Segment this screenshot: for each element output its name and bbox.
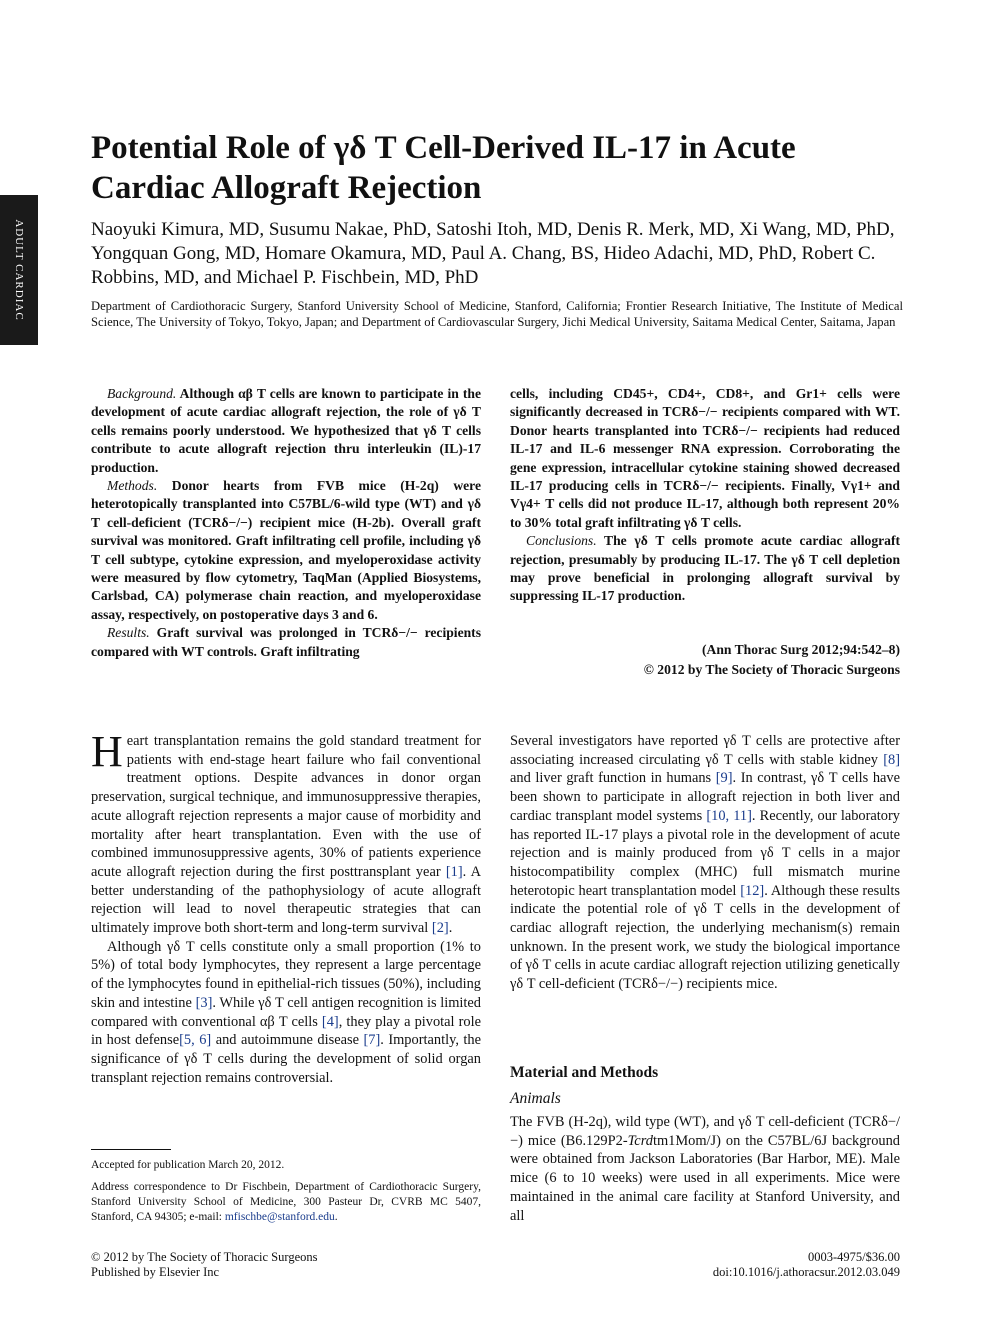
reference-link[interactable]: [9] (715, 770, 733, 787)
abstract-methods: Methods. Donor hearts from FVB mice (H-2q) were heterotopically transplanted into C57BL/6-wild type (WT) and γδ T cell-deficient (TCRδ−/−) recipient mice (H-2b). Overall graft survival was monitored. Graft infiltrating cell profile, including γδ T cell subtype, cytokine expression, and myeloperoxidase activity were measured by flow cytometry, TaqMan (Applied Biosystems, Carlsbad, CA) polymerase chain reaction, and myeloperoxidase assay, respectively, on postoperative days 3 and 6. (91, 478, 481, 622)
article-title: Potential Role of γδ T Cell-Derived IL-17 in Acute Cardiac Allograft Rejection (91, 130, 796, 206)
author-list: Naoyuki Kimura, MD, Susumu Nakae, PhD, Satoshi Itoh, MD, Denis R. Merk, MD, Xi Wang, MD, PhD, Yongquan Gong, MD, Homare Okamura, MD, Paul A. Chang, BS, Hideo Adachi, MD, PhD, Robert C. Robbins, MD, and Michael P. Fischbein, MD, PhD (91, 219, 895, 288)
footer-doi: doi:10.1016/j.athoracsur.2012.03.049 (712, 1265, 900, 1279)
reference-link[interactable]: [10, 11] (706, 807, 752, 824)
journal-citation (510, 640, 900, 680)
footer-publisher: Published by Elsevier Inc (91, 1265, 220, 1279)
copyright-line: © 2012 by The Society of Thoracic Surgeons (643, 662, 900, 677)
reference-link[interactable]: [8] (883, 751, 900, 768)
citation-line: (Ann Thorac Surg 2012;94:542–8) (702, 642, 900, 657)
abstract-results-continued: cells, including CD45+, CD4+, CD8+, and Gr1+ cells were significantly decreased in TCRδ−/− recipients compared with WT. Donor hearts transplanted into TCRδ−/− recipients had reduced IL-17 and IL-6 messenger RNA expression. Corroborating the gene expression, intracellular cytokine staining showed decreased IL-17 producing cells in TCRδ−/− recipients. Finally, Vγ1+ and Vγ4+ T cells did not produce IL-17, although both represent 20% to 30% total graft infiltrating γδ T cells. (510, 386, 900, 530)
affiliations: Department of Cardiothoracic Surgery, Stanford University School of Medicine, Stanford, California; Frontier Research Initiative, The Institute of Medical Science, The University of Tokyo, Tokyo, Japan; and Department of Cardiovascular Surgery, Jichi Medical University, Saitama Medical Center, Saitama, Japan (91, 299, 903, 329)
methods-animals-text (510, 1113, 900, 1225)
animals-paragraph: The FVB (H-2q), wild type (WT), and γδ T cell-deficient (TCRδ−/−) mice (B6.129P2-Tcrdtm1Mom/J) on the C57BL/6J background were obtained from Jackson Laboratories (Bar Harbor, ME). Male mice (6 to 10 weeks) were used in all experiments. Mice were maintained in the animal care facility at Stanford University, and all (510, 1114, 900, 1224)
intro-paragraph-3: Several investigators have reported γδ T cells are protective after associating increased circulating γδ T cells with stable kidney [8] and liver graft function in humans [9]. In contrast, γδ T cells have been shown to participate in allograft rejection in both liver and cardiac transplant model systems [10, 11]. Recently, our laboratory has reported IL-17 plays a pivotal role in the development of acute rejection and is mainly produced from γδ T cells in a major histocompatibility complex (MHC) full mismatch murine heterotopic heart transplantation model [12]. Although these results indicate the potential role of γδ T cells in the development of cardiac allograft rejection, the underlying mechanism(s) remain unknown. In the present work, we study the biological importance of γδ T cells in acute cardiac allograft rejection utilizing genetically γδ T cell-deficient (TCRδ−/−) recipients mice. (510, 733, 900, 993)
footnote-divider (91, 1149, 171, 1150)
footer-issn: 0003-4975/$36.00 (807, 1250, 900, 1264)
intro-right-column (510, 732, 900, 994)
section-tab-label: ADULT CARDIAC (13, 219, 25, 321)
accepted-date: Accepted for publication March 20, 2012. (91, 1159, 285, 1171)
methods-heading: Material and Methods (510, 1064, 659, 1081)
abstract-left-column (91, 385, 481, 661)
drop-cap: H (91, 727, 123, 776)
email-link[interactable]: mfischbe@stanford.edu (224, 1211, 335, 1223)
abstract-right-column (510, 385, 900, 606)
intro-paragraph-1: Heart transplantation remains the gold standard treatment for patients with end-stage heart failure who fail conventional treatment options. Despite advances in donor organ preservation, surgical technique, and immunosuppressive therapies, acute allograft rejection represents a major cause of morbidity and mortality after heart transplantation. Even with the use of combined immunosuppressive agents, 30% of patients experience acute allograft rejection during the first posttransplant year [1]. A better understanding of the pathophysiology of acute allograft rejection will lead to novel therapeutic strategies that can ultimately improve both short-term and long-term survival [2]. (91, 727, 481, 937)
reference-link[interactable]: [4] (321, 1013, 339, 1030)
reference-link[interactable]: [12] (740, 882, 765, 899)
footer-left (91, 1250, 317, 1280)
reference-link[interactable]: [7] (363, 1032, 381, 1049)
section-tab (0, 195, 38, 345)
abstract-background: Background. Although αβ T cells are known to participate in the development of acute cardiac allograft rejection, the role of γδ T cells remains poorly understood. We hypothesized that γδ T cells contribute to acute allograft rejection thru interleukin (IL)-17 production. (91, 386, 481, 475)
reference-link[interactable]: [2] (431, 920, 449, 937)
reference-link[interactable]: [1] (445, 863, 463, 880)
abstract-conclusions: Conclusions. The γδ T cells promote acute cardiac allograft rejection, presumably by producing IL-17. The γδ T cell depletion may prove beneficial in prolonging allograft survival by suppressing IL-17 production. (510, 533, 900, 604)
animals-subheading: Animals (510, 1090, 561, 1107)
footer-copyright: © 2012 by The Society of Thoracic Surgeons (91, 1250, 318, 1264)
reference-link[interactable]: [5, 6] (179, 1032, 212, 1049)
footer-right (713, 1250, 900, 1280)
correspondence-address: Address correspondence to Dr Fischbein, Department of Cardiothoracic Surgery, Stanford University School of Medicine, 300 Pasteur Dr, CVRB MC 5407, Stanford, CA 94305; e-mail: mfischbe@stanford.edu. (91, 1181, 481, 1223)
intro-left-column (91, 727, 482, 1087)
intro-paragraph-2: Although γδ T cells constitute only a small proportion (1% to 5%) of total body lymphocytes, they represent a large percentage of the lymphocytes found in epithelial-rich tissues (50%), including skin and intestine [3]. While γδ T cell antigen recognition is limited compared with conventional αβ T cells [4], they play a pivotal role in host defense[5, 6] and autoimmune disease [7]. Importantly, the significance of γδ T cells during the development of solid organ transplant rejection remains controversial. (91, 938, 482, 1086)
reference-link[interactable]: [3] (195, 994, 213, 1011)
abstract-results: Results. Graft survival was prolonged in TCRδ−/− recipients compared with WT controls. Graft infiltrating (91, 625, 481, 659)
